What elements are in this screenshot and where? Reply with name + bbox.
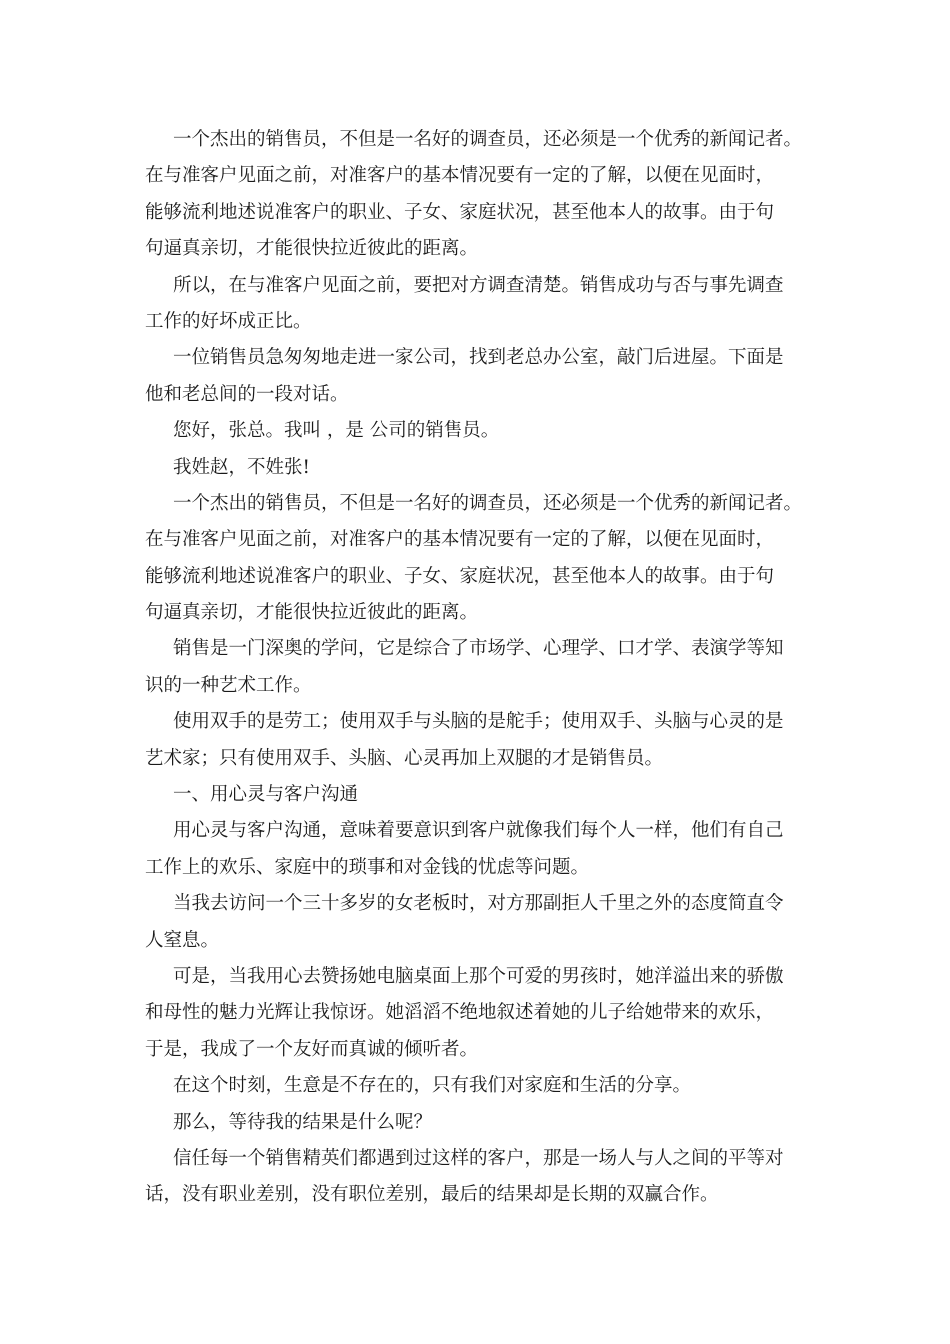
text-line: 在这个时刻，生意是不存在的，只有我们对家庭和生活的分享。 bbox=[173, 1075, 692, 1097]
text-line: 和母性的魅力光辉让我惊讶。她滔滔不绝地叙述着她的儿子给她带来的欢乐， bbox=[145, 1002, 775, 1024]
text-line: 当我去访问一个三十多岁的女老板时，对方那副拒人千里之外的态度简直令 bbox=[173, 893, 784, 915]
text-line: 一位销售员急匆匆地走进一家公司，找到老总办公室，敲门后进屋。下面是 bbox=[173, 347, 784, 369]
text-line: 话，没有职业差别，没有职位差别，最后的结果却是长期的双赢合作。 bbox=[145, 1184, 719, 1206]
text-line: 所以，在与准客户见面之前，要把对方调查清楚。销售成功与否与事先调查 bbox=[173, 274, 784, 296]
text-line: 一个杰出的销售员，不但是一名好的调查员，还必须是一个优秀的新闻记者。 bbox=[173, 129, 803, 150]
text-line: 用心灵与客户沟通，意味着要意识到客户就像我们每个人一样，他们有自己 bbox=[173, 820, 784, 842]
text-line: 可是，当我用心去赞扬她电脑桌面上那个可爱的男孩时，她洋溢出来的骄傲 bbox=[173, 965, 784, 987]
text-line: 销售是一门深奥的学问，它是综合了市场学、心理学、口才学、表演学等知 bbox=[173, 638, 784, 660]
text-line: 一、用心灵与客户沟通 bbox=[173, 784, 359, 806]
text-line: 识的一种艺术工作。 bbox=[145, 674, 312, 696]
text-line: 我姓赵，不姓张! bbox=[173, 456, 310, 478]
text-line: 那么，等待我的结果是什么呢？ bbox=[173, 1111, 433, 1133]
document-body bbox=[145, 122, 825, 1214]
text-line: 一个杰出的销售员，不但是一名好的调查员，还必须是一个优秀的新闻记者。 bbox=[173, 492, 803, 514]
text-line: 人窒息。 bbox=[145, 929, 220, 951]
text-line: 句逼真亲切，才能很快拉近彼此的距离。 bbox=[145, 602, 479, 624]
text-line: 工作的好坏成正比。 bbox=[145, 310, 312, 332]
text-line: 您好，张总。我叫 ，是 公司的销售员。 bbox=[173, 420, 500, 442]
text-line: 他和老总间的一段对话。 bbox=[145, 383, 349, 405]
text-line: 工作上的欢乐、家庭中的琐事和对金钱的忧虑等问题。 bbox=[145, 856, 590, 878]
text-line: 艺术家；只有使用双手、头脑、心灵再加上双腿的才是销售员。 bbox=[145, 747, 664, 769]
text-line: 使用双手的是劳工；使用双手与头脑的是舵手；使用双手、头脑与心灵的是 bbox=[173, 711, 784, 733]
text-line: 在与准客户见面之前，对准客户的基本情况要有一定的了解，以便在见面时， bbox=[145, 165, 775, 187]
text-line: 能够流利地述说准客户的职业、子女、家庭状况，甚至他本人的故事。由于句 bbox=[145, 565, 775, 587]
text-line: 于是，我成了一个友好而真诚的倾听者。 bbox=[145, 1038, 479, 1060]
text-line: 能够流利地述说准客户的职业、子女、家庭状况，甚至他本人的故事。由于句 bbox=[145, 201, 775, 223]
text-line: 信任每一个销售精英们都遇到过这样的客户，那是一场人与人之间的平等对 bbox=[173, 1147, 784, 1169]
text-line: 句逼真亲切，才能很快拉近彼此的距离。 bbox=[145, 238, 479, 260]
text-line: 在与准客户见面之前，对准客户的基本情况要有一定的了解，以便在见面时， bbox=[145, 529, 775, 551]
